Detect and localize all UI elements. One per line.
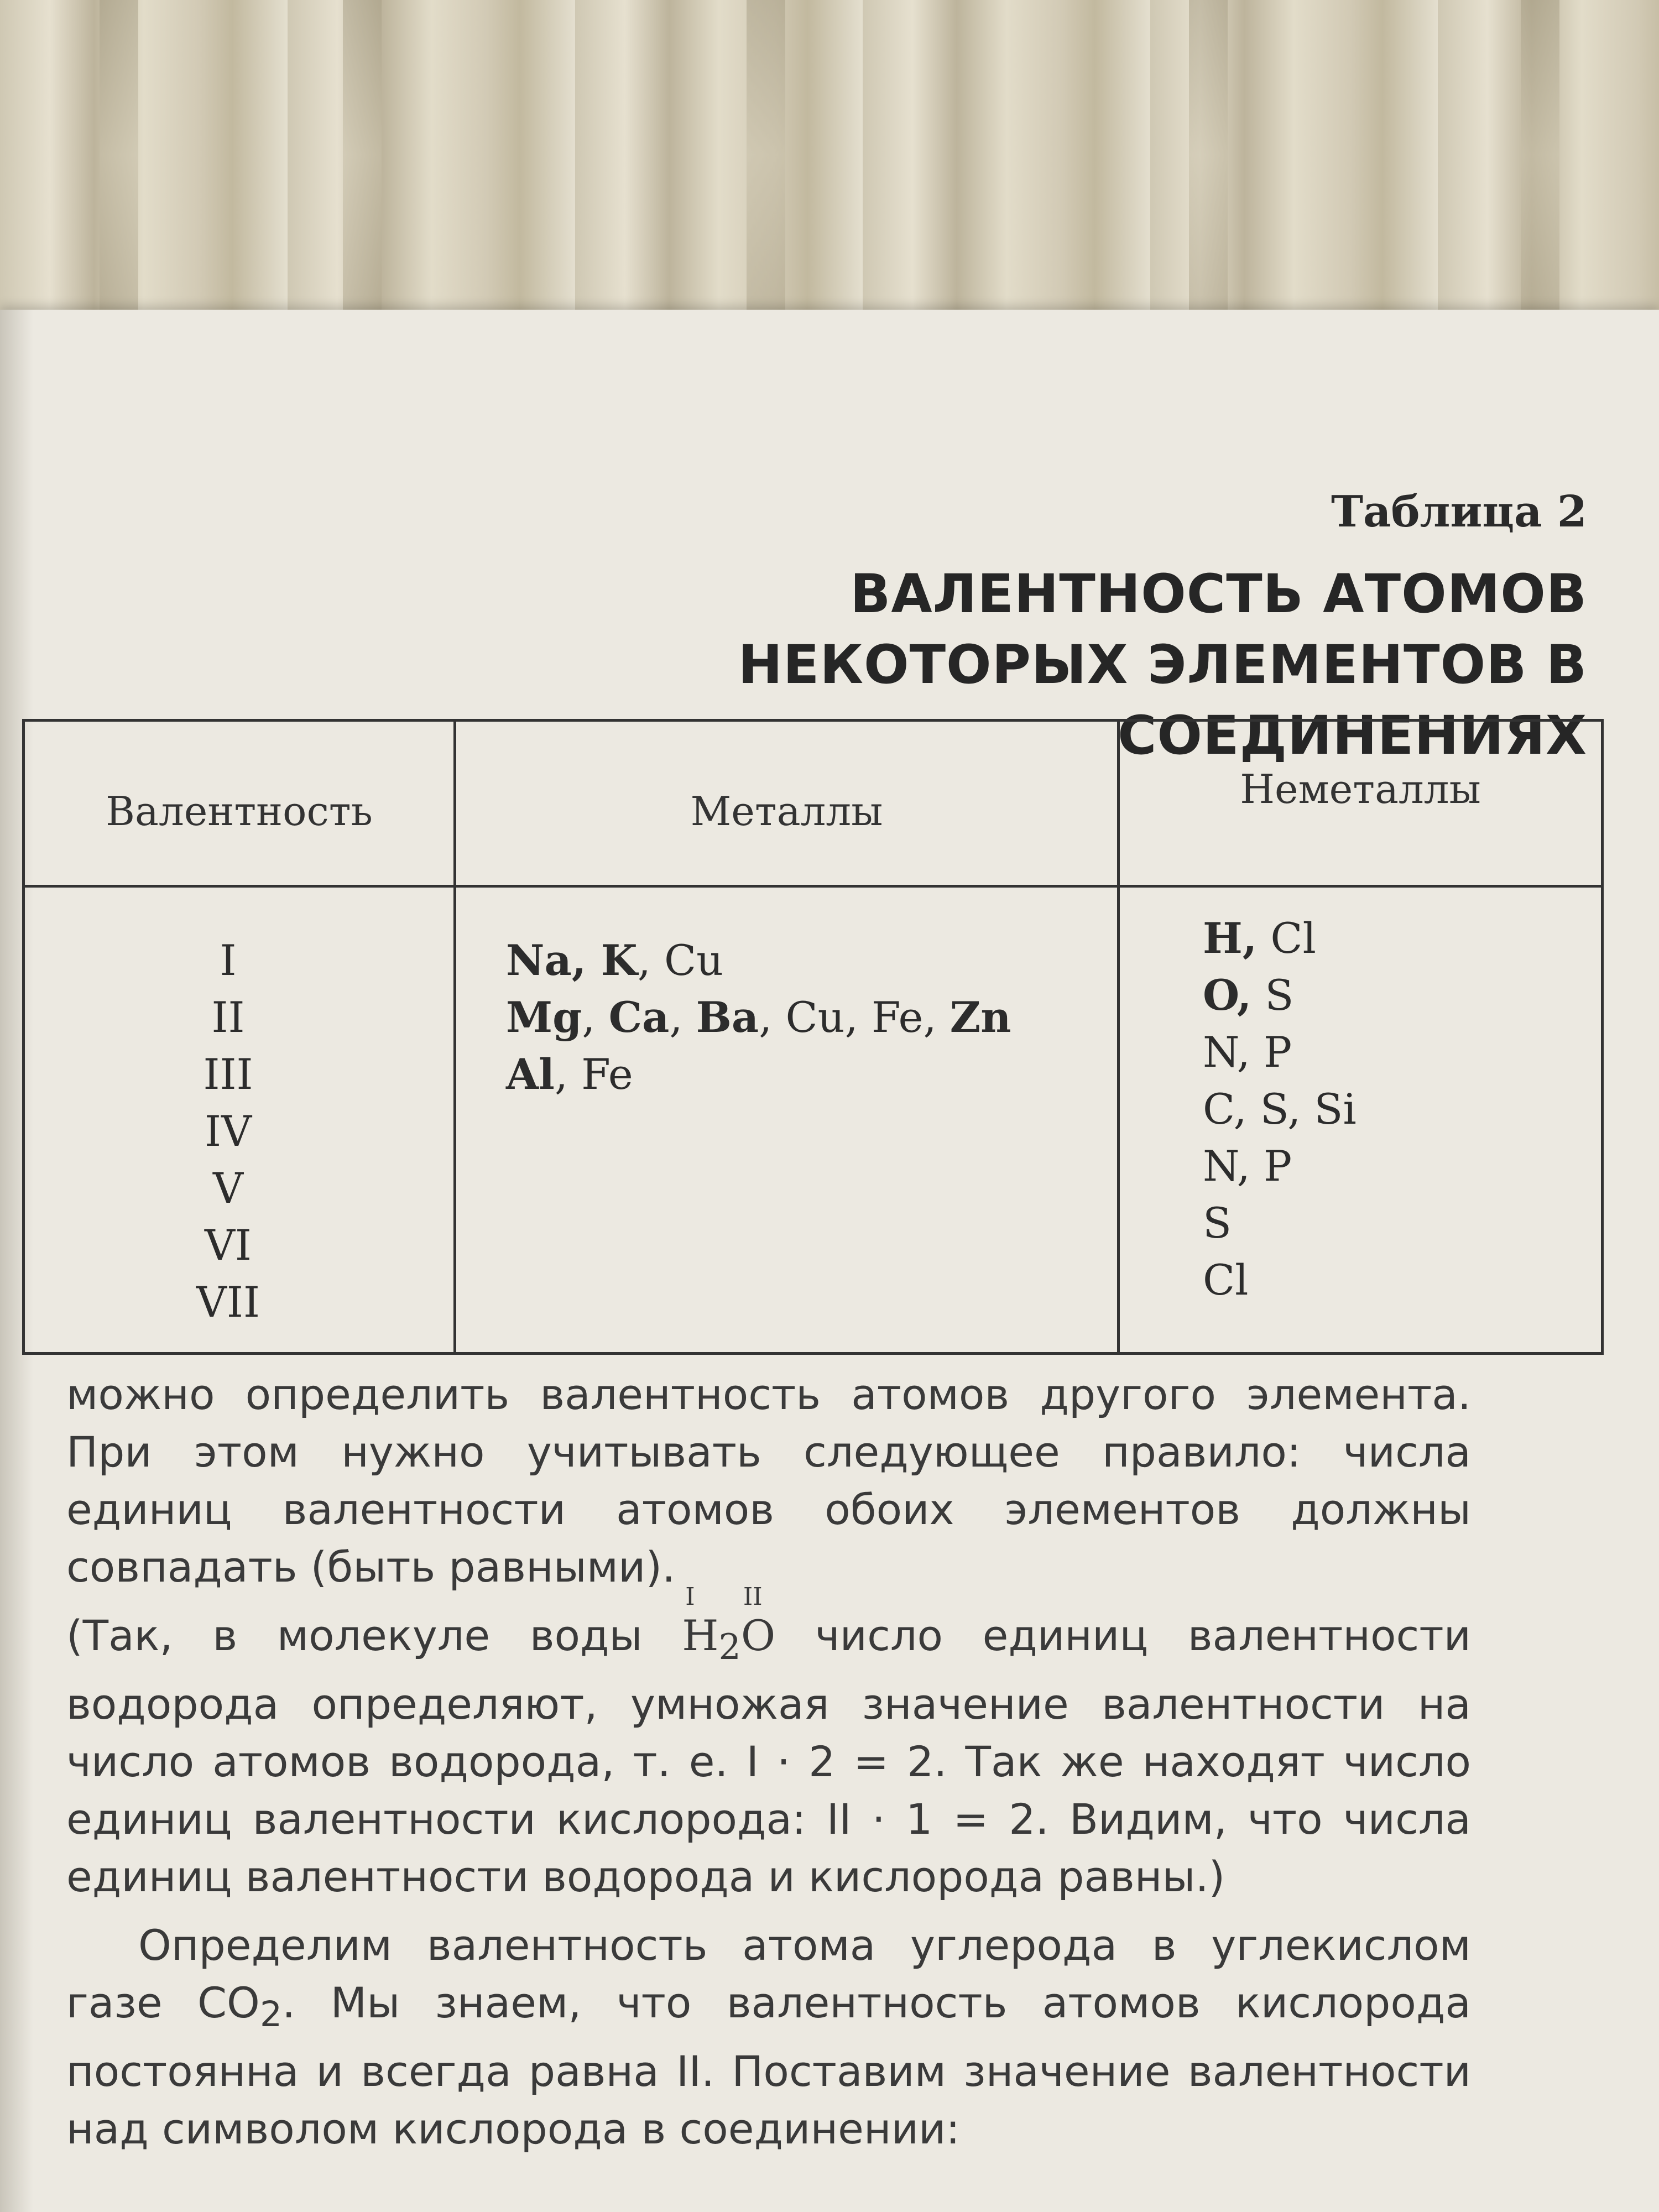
- element-symbol-text: S: [1251, 971, 1294, 1020]
- element-symbol-text: N, P: [1203, 1027, 1292, 1077]
- element-symbol-text: ,: [582, 993, 609, 1042]
- co2-explanation: . Мы знаем, что валентность атомов кислорода постоянна и всегда равна II. Поставим значение валентности над символом кислорода в соединении:: [66, 1978, 1471, 2154]
- nonmetals-row: [1203, 1251, 1601, 1308]
- valence-table: [22, 719, 1604, 1355]
- valence-value: III: [203, 1050, 253, 1099]
- valence-value: II: [211, 993, 245, 1042]
- table-title-line-1: ВАЛЕНТНОСТЬ АТОМОВ: [850, 563, 1587, 625]
- valence-value: VII: [196, 1277, 260, 1327]
- element-symbol-text: , Fe: [554, 1050, 633, 1099]
- table-title-line-2: НЕКОТОРЫХ ЭЛЕМЕНТОВ В СОЕДИНЕНИЯХ: [738, 634, 1587, 766]
- metals-row: [506, 932, 1117, 989]
- element-symbol-text: Mg: [506, 993, 582, 1042]
- valence-values: [25, 932, 453, 1331]
- water-formula: [682, 1583, 776, 1676]
- hydrogen-subscript: 2: [718, 1626, 741, 1668]
- nonmetals-column: [1120, 722, 1601, 1352]
- nonmetals-values: [1120, 910, 1601, 1308]
- valence-column: [25, 722, 456, 1352]
- element-symbol-text: , Cu: [637, 936, 724, 985]
- nonmetals-column-header: Неметаллы: [1240, 766, 1481, 812]
- valence-value: V: [213, 1164, 243, 1213]
- element-symbol-text: Ba: [696, 993, 759, 1042]
- table-number-label: Таблица 2: [1331, 487, 1587, 537]
- co2-subscript: 2: [259, 1994, 283, 2035]
- formula-hydrogen: [682, 1583, 719, 1665]
- hydrogen-symbol: H: [682, 1611, 719, 1660]
- water-example-intro: (Так, в молекуле воды: [66, 1611, 643, 1660]
- element-symbol-text: Na: [506, 936, 572, 985]
- valence-column-header: Валентность: [106, 788, 373, 834]
- body-text: [66, 1366, 1471, 2169]
- paragraph-rule: можно определить валентность атомов другого элемента. При этом нужно учитывать следующее правило: числа единиц валентности атомов обоих элементов должны совпадать (быть равными).: [66, 1370, 1471, 1592]
- element-symbol-text: N, P: [1203, 1141, 1292, 1191]
- nonmetals-row: [1203, 967, 1601, 1024]
- element-symbol-text: ,: [669, 993, 696, 1042]
- element-symbol-text: O,: [1203, 971, 1252, 1020]
- formula-oxygen: [740, 1583, 776, 1665]
- valence-value: I: [220, 936, 237, 985]
- element-symbol-text: , Cu, Fe,: [759, 993, 950, 1042]
- hydrogen-valence-mark: I: [685, 1583, 695, 1611]
- element-symbol-text: Cl: [1203, 1255, 1249, 1305]
- element-symbol-text: C, S, Si: [1203, 1084, 1357, 1134]
- nonmetals-row: [1203, 1081, 1601, 1138]
- metals-values: [456, 932, 1117, 1103]
- element-symbol-text: K: [601, 936, 638, 985]
- metals-row: [506, 1046, 1117, 1103]
- nonmetals-row: [1203, 910, 1601, 967]
- nonmetals-row: [1203, 1138, 1601, 1194]
- valence-value: IV: [205, 1107, 252, 1156]
- element-symbol-text: ,: [571, 936, 601, 985]
- metals-column: [456, 722, 1120, 1352]
- nonmetals-row: [1203, 1024, 1601, 1081]
- nonmetals-row: [1203, 1194, 1601, 1251]
- co2-intro: Определим валентность атома углерода в углекислом газе CO: [66, 1921, 1471, 2028]
- element-symbol-text: Al: [506, 1050, 555, 1099]
- element-symbol-text: Ca: [608, 993, 670, 1042]
- metals-column-header: Металлы: [690, 788, 883, 834]
- oxygen-valence-mark: II: [743, 1583, 763, 1611]
- water-example-explanation: число единиц валентности водорода определяют, умножая значение валентности на число атомов водорода, т. е. I · 2 = 2. Так же находят число единиц валентности кислорода: II · 1 = 2. Видим, что числа единиц валентности водорода и кислорода равны.): [66, 1611, 1471, 1902]
- element-symbol-text: Cl: [1257, 914, 1316, 963]
- element-symbol-text: H,: [1203, 914, 1258, 963]
- element-symbol-text: Zn: [950, 993, 1011, 1042]
- metals-row: [506, 989, 1117, 1046]
- oxygen-symbol: O: [740, 1611, 776, 1660]
- element-symbol-text: S: [1203, 1198, 1232, 1248]
- paragraph-carbon-dioxide: [66, 1917, 1471, 2158]
- valence-value: VI: [205, 1220, 252, 1270]
- paragraph-water-example: [66, 1583, 1471, 1906]
